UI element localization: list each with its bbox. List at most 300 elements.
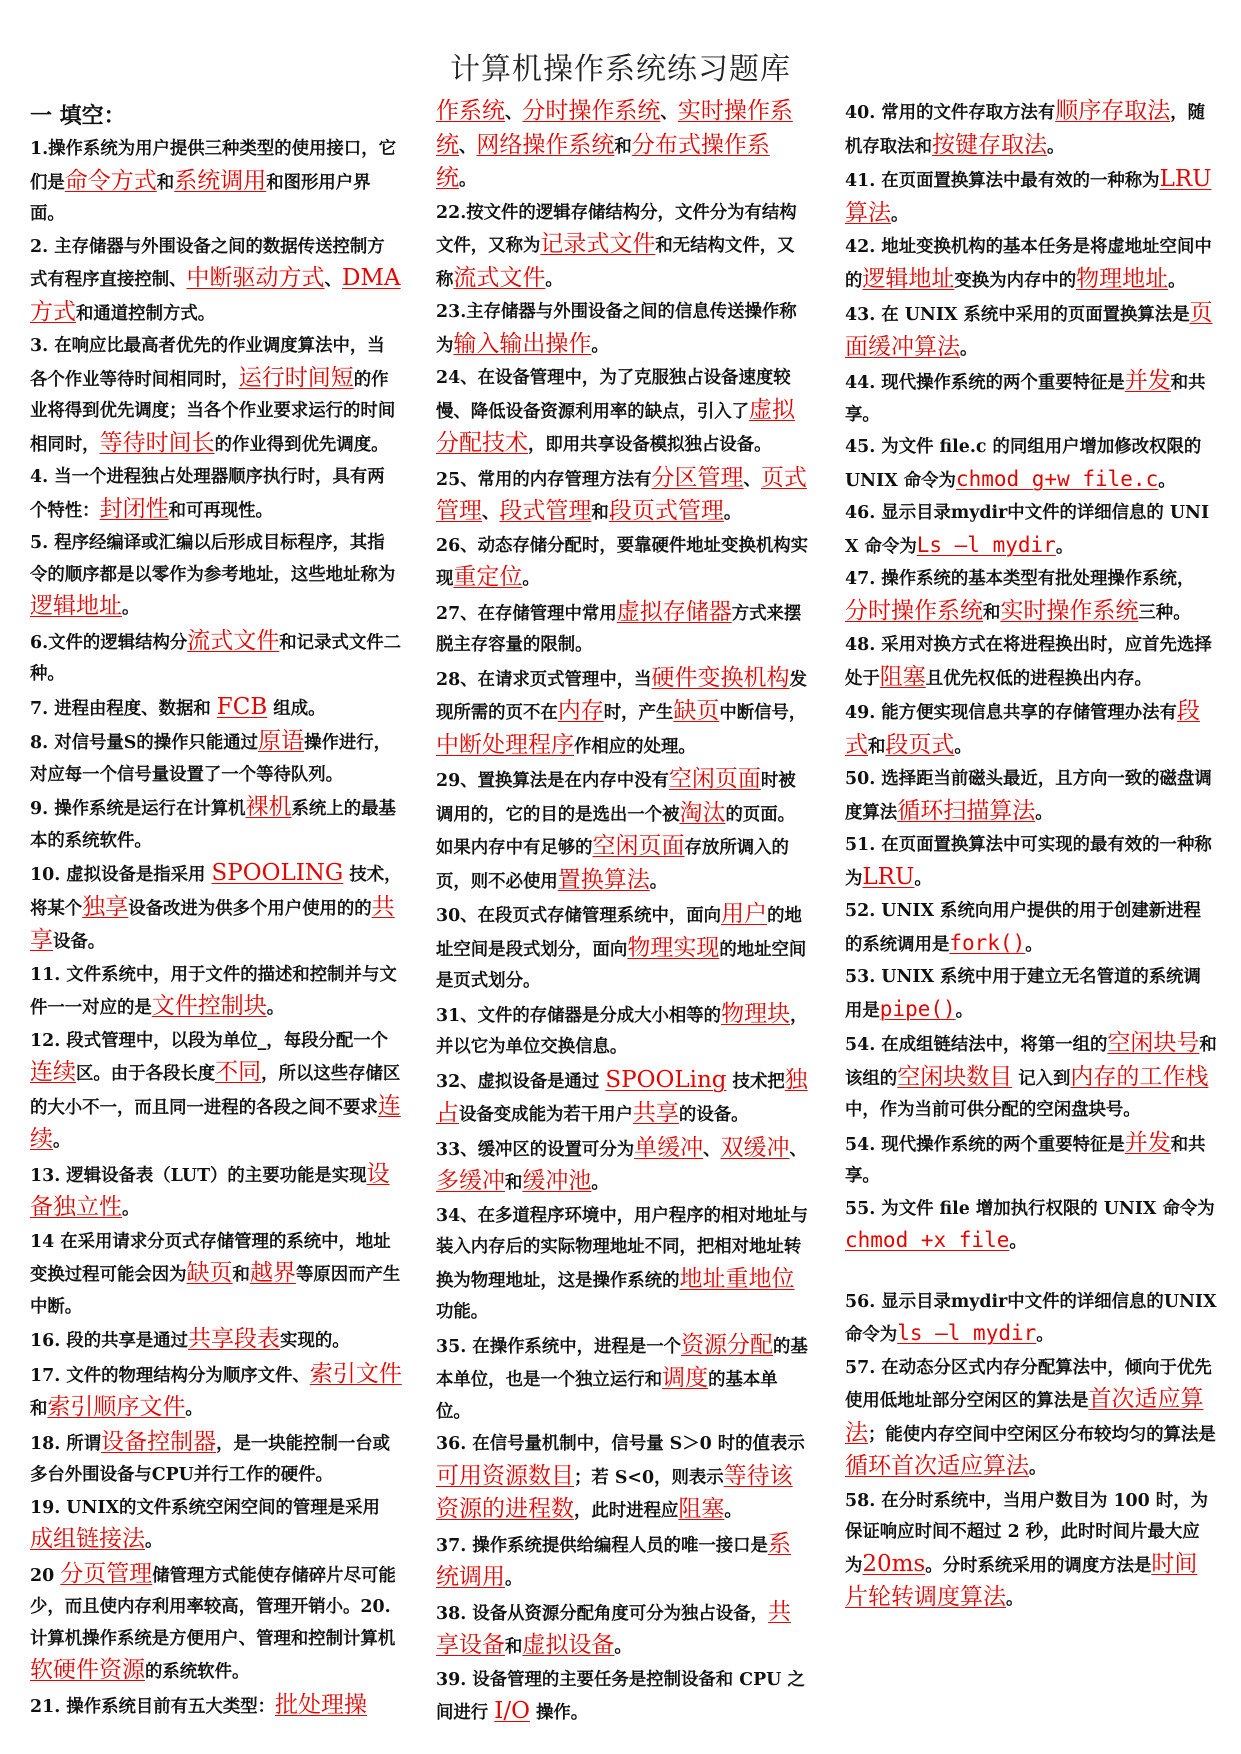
question-32 <box>436 1065 808 1132</box>
answer-text: 虚拟设备 <box>522 1632 615 1658</box>
question-text: 发现所需的页不在 <box>436 669 807 723</box>
question-text: 。 <box>1025 934 1043 955</box>
question-text: 、 <box>703 1139 721 1160</box>
question-29 <box>436 764 808 898</box>
answer-text: 索引顺序文件 <box>47 1394 186 1420</box>
question-text: 和 <box>30 1399 48 1419</box>
question-text: 。 <box>591 1173 609 1193</box>
question-2 <box>30 232 402 331</box>
answer-text: 段页式管理 <box>608 498 724 524</box>
answer-text: 空闲块号 <box>1107 1030 1200 1056</box>
question-22 <box>436 198 808 297</box>
question-3 <box>30 331 402 461</box>
question-text: 、 <box>505 103 523 123</box>
question-text: 43. 在 UNIX 系统中采用的页面置换算法是 <box>845 305 1190 325</box>
question-text: 。 <box>591 335 609 356</box>
question-5 <box>30 528 402 625</box>
answer-text: 命令方式 <box>64 167 157 194</box>
question-text: 52. UNIX 系统向用户提供的用于创建新进程的系统调用是 <box>845 901 1201 955</box>
answer-text: 重定位 <box>453 564 523 590</box>
question-text: 11. 文件系统中，用于文件的描述和控制并与文件一一对应的是 <box>30 964 397 1018</box>
answer-text: 流式文件 <box>453 264 546 291</box>
question-text: 10. 虚拟设备是指采用 <box>30 865 212 885</box>
question-9 <box>30 792 402 857</box>
question-text: 记入到 <box>1012 1068 1071 1089</box>
answer-text: 调度 <box>662 1365 709 1391</box>
answer-text: 文件控制块 <box>151 993 267 1019</box>
question-text: 48. 采用对换方式在将进程换出时，应首先选择处于 <box>845 635 1212 689</box>
answer-text: 段式管理 <box>499 498 592 524</box>
answer-text: 地址重地位 <box>679 1265 795 1292</box>
answer-text: 等待时间长 <box>99 429 215 456</box>
column-3 <box>845 96 1217 1617</box>
question-54a <box>845 1028 1217 1127</box>
question-37 <box>436 1529 808 1596</box>
question-text: 。 <box>891 204 909 225</box>
question-text: 27、在存储管理中常用 <box>436 603 617 624</box>
question-text: 38. 设备从资源分配角度可分为独占设备， <box>436 1603 768 1624</box>
question-text: 时被调用的，它的目的是选出一个被 <box>436 771 796 825</box>
question-10 <box>30 858 402 959</box>
answer-text: 缓冲池 <box>522 1168 592 1194</box>
question-54b <box>845 1128 1217 1193</box>
question-25 <box>436 463 808 530</box>
question-49 <box>845 696 1217 763</box>
question-text: 18. 所谓 <box>30 1433 102 1454</box>
question-text: 中，作为当前可供分配的空闲盘块号。 <box>845 1100 1141 1120</box>
question-text: 的地址空间是页式划分。 <box>436 939 807 991</box>
answer-text: 缺页 <box>186 1260 233 1286</box>
question-text: 。 <box>1006 1589 1024 1609</box>
question-56 <box>845 1287 1217 1352</box>
question-text: 32、虚拟设备是通过 <box>436 1071 606 1092</box>
answer-text: 索引文件 <box>309 1360 402 1387</box>
question-7 <box>30 692 402 726</box>
answer-text: 缺页 <box>673 698 720 724</box>
answer-text: 首次适应算法 <box>845 1386 1204 1446</box>
question-text: 操作。 <box>529 1703 589 1723</box>
question-text: 和记录式文件二种。 <box>30 632 402 684</box>
question-text: 实现的。 <box>280 1331 350 1351</box>
question-text: 中断信号， <box>719 703 807 723</box>
question-text: 19. UNIX的文件系统空闲空间的管理是采用 <box>30 1497 380 1518</box>
question-text: 28、在请求页式管理中，当 <box>436 669 652 690</box>
question-text: 储管理方式能使存储碎片尽可能少，而且使内存利用率较高，管理开销小。20. 计算机操作系统是方便用户、管理和控制计算机 <box>30 1565 396 1649</box>
question-11 <box>30 960 402 1025</box>
question-text: 1.操作系统为用户提供三种类型的使用接口，它们是 <box>30 139 396 193</box>
question-1 <box>30 134 402 231</box>
question-text: 49. 能方便实现信息共享的存储管理办法有 <box>845 703 1177 723</box>
question-text: ，是一块能控制一台或多台外围设备与CPU并行工作的硬件。 <box>30 1433 391 1485</box>
answer-text: 成组链接法 <box>30 1526 145 1552</box>
question-text: 。 <box>1158 470 1176 491</box>
answer-text: chmod +x file <box>845 1228 1010 1252</box>
answer-text: Ls –l mydir <box>916 532 1056 557</box>
question-text: 区。由于各段长度 <box>76 1064 216 1084</box>
question-text: 。 <box>145 1531 163 1551</box>
question-16 <box>30 1324 402 1358</box>
question-text: 。 <box>724 1501 742 1521</box>
question-text: 和 <box>505 1637 523 1657</box>
question-text: 30、在段页式存储管理系统中，面向 <box>436 906 722 926</box>
question-text: ；若 S<0，则表示 <box>574 1467 724 1488</box>
question-text: 56. 显示目录mydir中文件的详细信息的UNIX 命令为 <box>845 1291 1217 1345</box>
question-45 <box>845 432 1217 497</box>
answer-text: 用户 <box>721 901 768 927</box>
answer-text: 裸机 <box>245 794 292 820</box>
answer-text: 页式管理 <box>436 464 807 524</box>
question-text: 47. 操作系统的基本类型有批处理操作系统， <box>845 569 1195 589</box>
answer-text: 系统调用 <box>174 167 267 194</box>
question-text: 2. 主存储器与外围设备之间的数据传送控制方式有程序直接控制、 <box>30 236 385 290</box>
question-text: 技术，将某个 <box>30 865 402 919</box>
answer-text: 阻塞 <box>879 663 926 690</box>
answer-text: 分时操作系统 <box>845 597 983 624</box>
question-39 <box>436 1665 808 1730</box>
question-46 <box>845 498 1217 563</box>
question-text: 和 <box>156 172 175 193</box>
section-heading: 一 填空： <box>30 103 126 129</box>
question-text: 21. 操作系统目前有五大类型： <box>30 1696 275 1717</box>
question-text: 和 <box>232 1265 250 1285</box>
question-20 <box>30 1559 402 1689</box>
answer-text: 分区管理 <box>651 464 744 491</box>
question-text: 。 <box>122 598 140 618</box>
question-41 <box>845 164 1217 231</box>
question-52 <box>845 896 1217 961</box>
question-38 <box>436 1597 808 1664</box>
page-title: 计算机操作系统练习题库 <box>450 52 791 87</box>
answer-text: 原语 <box>258 728 305 754</box>
question-text: 。 <box>1046 136 1065 157</box>
question-text: 的页面。如果内存中有足够的 <box>436 804 796 858</box>
question-58 <box>845 1486 1217 1616</box>
question-text: 8. 对信号量S的操作只能通过 <box>30 733 259 753</box>
question-text: 三种。 <box>1138 602 1191 623</box>
answer-text: 循环扫描算法 <box>897 797 1036 824</box>
question-text: 、 <box>660 103 678 123</box>
question-text: 。 <box>505 1569 523 1589</box>
question-19 <box>30 1493 402 1558</box>
question-text: 46. 显示目录mydir中文件的详细信息的 UNIX 命令为 <box>845 503 1210 557</box>
question-text: 58. 在分时系统中，当用户数目为 100 时，为保证响应时间不超过 2 秒，此时时间片最大应为 <box>845 1490 1208 1576</box>
question-50 <box>845 764 1217 829</box>
question-text: 4. 当一个进程独占处理器顺序执行时，具有两个特性： <box>30 467 385 521</box>
answer-text: 连续 <box>30 1059 76 1085</box>
question-text: 26、动态存储分配时，要靠硬件地址变换机构实现 <box>436 535 809 589</box>
question-text: 、 <box>482 503 500 523</box>
question-55 <box>845 1194 1217 1259</box>
answer-text: 分时操作系统 <box>522 98 661 124</box>
answer-text: 流式文件 <box>187 627 280 654</box>
question-text: 。 <box>649 871 668 892</box>
question-text: 。 <box>266 998 285 1018</box>
answer-text: pipe() <box>879 996 956 1021</box>
question-17 <box>30 1359 402 1426</box>
question-text: 作相应的处理。 <box>574 736 696 757</box>
answer-text: 逻辑地址 <box>862 265 955 292</box>
answer-text: 双缓冲 <box>720 1134 790 1161</box>
question-text: 55. 为文件 file 增加执行权限的 UNIX 命令为 <box>845 1198 1215 1219</box>
question-text: 。 <box>954 736 972 757</box>
question-text: 和 <box>505 1173 523 1193</box>
answer-text: 按键存取法 <box>931 131 1047 158</box>
answer-text: fork() <box>949 930 1026 955</box>
question-text: 。 <box>545 269 563 290</box>
question-text: 和 <box>591 503 609 523</box>
answer-text: 时间片轮转调度算法 <box>845 1550 1198 1610</box>
answer-text: 输入输出操作 <box>453 330 592 357</box>
question-24 <box>436 363 808 462</box>
question-text: 。 <box>1168 270 1186 291</box>
question-26 <box>436 531 808 596</box>
answer-text: 实时操作系统 <box>1000 597 1139 624</box>
question-text: 设备变成能为若干用户 <box>459 1105 633 1125</box>
answer-text: 作系统 <box>436 98 505 124</box>
answer-text: 分页管理 <box>60 1560 153 1587</box>
question-text: 的地址空间是段式划分，面向 <box>436 906 802 960</box>
answer-text: 软硬件资源 <box>30 1657 145 1683</box>
answer-text: 等待该资源的进程数 <box>436 1462 793 1522</box>
answer-text: ls –l mydir <box>897 1321 1037 1345</box>
question-text: 和共享。 <box>845 1134 1206 1186</box>
question-21 <box>30 1690 402 1724</box>
question-text: 12. 段式管理中，以段为单位_，每段分配一个 <box>30 1030 389 1051</box>
answer-text: 内存的工作栈 <box>1070 1063 1209 1090</box>
question-text: 51. 在页面置换算法中可实现的最有效的一种称为 <box>845 835 1212 889</box>
question-text: 44. 现代操作系统的两个重要特征是 <box>845 373 1125 393</box>
question-text: 和无结构文件，又称 <box>436 236 795 290</box>
answer-text: 空闲块数目 <box>897 1063 1013 1090</box>
question-8 <box>30 726 402 791</box>
answer-text: 淘汰 <box>679 799 726 826</box>
question-text: 操作进行，对应每一个信号量设置了一个等待队列。 <box>30 733 392 785</box>
question-text: 14 在采用请求分页式存储管理的系统中，地址变换过程可能会因为 <box>30 1231 391 1285</box>
answer-text: 循环首次适应算法 <box>845 1453 1029 1479</box>
question-text: ；能使内存空间中空闲区分布较均匀的算法是 <box>868 1424 1216 1445</box>
question-text: 54. 在成组链结法中，将第一组的 <box>845 1035 1108 1055</box>
question-text: ，即用共享设备模拟独占设备。 <box>528 435 772 455</box>
question-text: 功能。 <box>436 1302 489 1322</box>
question-text: 、 <box>324 270 342 290</box>
question-text: 。 <box>1009 1232 1027 1252</box>
question-text: 40. 常用的文件存取方法有 <box>845 103 1056 123</box>
question-text: 17. 文件的物理结构分为顺序文件、 <box>30 1365 310 1386</box>
question-57 <box>845 1353 1217 1485</box>
question-53 <box>845 962 1217 1027</box>
question-36 <box>436 1429 808 1528</box>
question-text: 。 <box>1035 802 1053 823</box>
answer-text: SPOOLing <box>605 1066 727 1093</box>
question-text: 57. 在动态分区式内存分配算法中，倾向于优先使用低地址部分空闲区的算法是 <box>845 1357 1212 1411</box>
answer-text: 20ms <box>862 1550 926 1577</box>
question-text: 和通道控制方式。 <box>76 303 216 324</box>
question-text: 的设备。 <box>678 1105 749 1125</box>
question-text: 且优先权低的进程换出内存。 <box>925 668 1152 689</box>
answer-text: 空闲页面 <box>592 833 685 859</box>
answer-text: 物理地址 <box>1076 265 1169 292</box>
answer-text: 物理块 <box>721 1000 791 1027</box>
answer-text: 中断处理程序 <box>436 731 574 758</box>
question-text: 和可再现性。 <box>168 500 273 521</box>
question-text: 20 <box>30 1565 61 1586</box>
column-2 <box>436 96 808 1731</box>
question-text: 6.文件的逻辑结构分 <box>30 632 188 653</box>
question-text: 。 <box>459 170 477 190</box>
question-text: 时，产生 <box>603 703 674 723</box>
question-text: 系统上的最基本的系统软件。 <box>30 799 396 851</box>
question-text: 和 <box>868 736 886 757</box>
answer-text: 封闭性 <box>99 495 169 522</box>
question-text: 的作业得到优先调度。 <box>214 434 389 455</box>
question-text: 。 <box>914 868 932 889</box>
question-text: 9. 操作系统是运行在计算机 <box>30 799 246 819</box>
answer-text: 连续 <box>30 1092 401 1152</box>
answer-text: 内存 <box>557 698 604 724</box>
question-text: 41. 在页面置换算法中最有效的一种称为 <box>845 171 1160 191</box>
question-18 <box>30 1427 402 1492</box>
question-text: 组成。 <box>267 698 326 719</box>
answer-text: 独享 <box>82 893 129 920</box>
answer-text: 实时操作系统 <box>436 98 793 158</box>
question-31 <box>436 999 808 1064</box>
question-text: 。 <box>723 503 742 523</box>
answer-text: 逻辑地址 <box>30 593 122 619</box>
question-13 <box>30 1159 402 1226</box>
question-23 <box>436 297 808 362</box>
question-47 <box>845 564 1217 629</box>
question-text: 、 <box>789 1139 807 1160</box>
question-40 <box>845 96 1217 163</box>
question-text: 45. 为文件 file.c 的同组用户增加修改权限的 UNIX 命令为 <box>845 437 1202 491</box>
question-text: 。 <box>960 338 978 359</box>
answer-text: 设备独立性 <box>30 1160 390 1220</box>
answer-text: 共享段表 <box>188 1326 281 1352</box>
answer-text: 顺序存取法 <box>1055 98 1171 124</box>
question-text: 37. 操作系统提供给编程人员的唯一接口是 <box>436 1535 768 1556</box>
answer-text: 段式 <box>845 698 1200 758</box>
question-text: 25、常用的内存管理方法有 <box>436 469 652 490</box>
question-text: 的系统软件。 <box>145 1662 250 1682</box>
question-text: 的作业将得到优先调度；当各个作业要求运行的时间相同时， <box>30 369 396 455</box>
question-text: 13. 逻辑设备表（LUT）的主要功能是实现 <box>30 1165 367 1186</box>
answer-text: LRU <box>862 863 915 890</box>
answer-text: SPOOLING <box>211 860 344 886</box>
question-text: 22.按文件的逻辑存储结构分，文件分为有结构文件，又称为 <box>436 202 797 256</box>
question-text: 。 <box>122 1199 140 1219</box>
question-text: 和共享。 <box>845 373 1206 425</box>
question-text: 3. 在响应比最高者优先的作业调度算法中，当各个作业等待时间相同时， <box>30 336 385 390</box>
answer-text: 并发 <box>1124 368 1171 394</box>
answer-text: 中断驱动方式 <box>186 265 325 291</box>
answer-text: 系统调用 <box>436 1530 791 1590</box>
question-text: 。 <box>185 1399 203 1419</box>
answer-text: 虚拟分配技术 <box>436 396 796 456</box>
question-text: 54. 现代操作系统的两个重要特征是 <box>845 1134 1125 1155</box>
answer-text: 空闲页面 <box>668 766 761 792</box>
column-1 <box>30 96 402 1724</box>
question-text: 变换为内存中的 <box>954 270 1077 291</box>
question-text: 33、缓冲区的设置可分为 <box>436 1139 635 1160</box>
question-21c <box>436 96 808 197</box>
answer-text: chmod g+w file.c <box>955 466 1159 491</box>
question-text: 35. 在操作系统中，进程是一个 <box>436 1336 681 1357</box>
question-text: 。 <box>955 1000 974 1021</box>
question-text: 。 <box>1055 536 1074 557</box>
question-48 <box>845 630 1217 695</box>
question-text: 36. 在信号量机制中，信号量 S＞0 时的值表示 <box>436 1434 805 1454</box>
question-text: 5. 程序经编译或汇编以后形成目标程序，其指令的顺序都是以零作为参考地址，这些地址称为 <box>30 533 396 585</box>
question-44 <box>845 366 1217 431</box>
question-text: 、 <box>743 469 761 490</box>
answer-text: 共享设备 <box>436 1598 791 1658</box>
answer-text: 分布式操作系统 <box>436 131 770 191</box>
question-33 <box>436 1133 808 1200</box>
question-text: 的基本单位，也是一个独立运行和 <box>436 1336 808 1390</box>
answer-text: 资源分配 <box>681 1331 773 1358</box>
answer-text: LRU算法 <box>845 166 1212 226</box>
question-text: 设备。 <box>53 932 106 952</box>
question-text: ，随机存取法和 <box>845 103 1206 157</box>
answer-text: 运行时间短 <box>238 364 354 391</box>
answer-text: 物理实现 <box>627 934 720 961</box>
question-28 <box>436 663 808 764</box>
question-27 <box>436 597 808 662</box>
question-35 <box>436 1330 808 1429</box>
question-text: 和图形用户界面。 <box>30 172 371 224</box>
question-30 <box>436 899 808 998</box>
question-text: 、 <box>459 136 477 157</box>
answer-text: 不同 <box>215 1059 262 1085</box>
question-text: 。 <box>53 1131 71 1151</box>
answer-text: 硬件变换机构 <box>651 664 790 691</box>
question-text: ，所以这些存储区的大小不一，而且同一进程的各段之间不要求 <box>30 1064 401 1118</box>
answer-text: 可用资源数目 <box>436 1462 574 1489</box>
answer-text: 设备控制器 <box>101 1428 217 1455</box>
answer-text: 并发 <box>1124 1129 1171 1156</box>
answer-text: 阻塞 <box>678 1496 725 1522</box>
answer-text: DMA方式 <box>30 265 401 325</box>
answer-text: 记录式文件 <box>540 231 656 257</box>
question-4 <box>30 462 402 527</box>
answer-text: 虚拟存储器 <box>616 598 732 625</box>
answer-text: FCB <box>216 693 268 720</box>
question-text: 方式来摆脱主存容量的限制。 <box>436 603 802 655</box>
question-text: ，并以它为单位交换信息。 <box>436 1005 808 1057</box>
question-text: 34、在多道程序环境中，用户程序的相对地址与装入内存后的实际物理地址不同，把相对地址转换为物理地址，这是操作系统的 <box>436 1205 809 1291</box>
question-text: 和 <box>983 602 1001 623</box>
question-12 <box>30 1026 402 1158</box>
answer-text: 批处理操 <box>275 1691 367 1718</box>
answer-text: 段页式 <box>885 731 955 758</box>
question-43 <box>845 298 1217 365</box>
question-text: 24、在设备管理中，为了克服独占设备速度较慢、降低设备资源利用率的缺点，引入了 <box>436 368 791 422</box>
question-text: 和该组的 <box>845 1035 1217 1089</box>
question-51 <box>845 830 1217 895</box>
answer-text: 独占 <box>436 1066 808 1126</box>
question-text: 39. 设备管理的主要任务是控制设备和 CPU 之间进行 <box>436 1669 805 1723</box>
answer-text: 网络操作系统 <box>476 131 615 158</box>
question-text: 的基本单位。 <box>436 1370 778 1422</box>
answer-text: 越界 <box>249 1260 296 1286</box>
question-text: 。分时系统采用的调度方法是 <box>925 1555 1152 1576</box>
question-6 <box>30 626 402 691</box>
answer-text: 多缓冲 <box>436 1168 505 1194</box>
question-text: 23.主存储器与外围设备之间的信息传送操作称为 <box>436 302 797 356</box>
answer-text: 共享 <box>632 1100 679 1126</box>
question-text: 。 <box>1029 1458 1047 1478</box>
question-42 <box>845 232 1217 297</box>
